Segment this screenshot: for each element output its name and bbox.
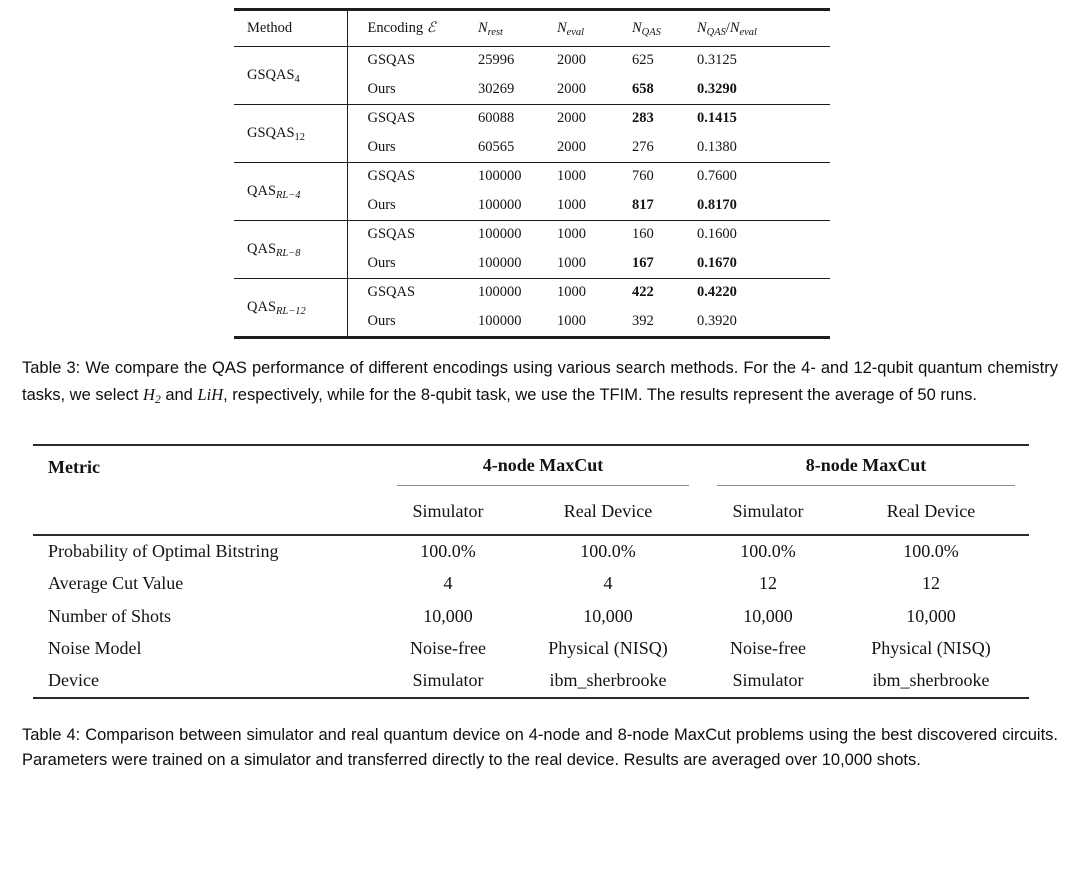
encoding-cell: Ours: [367, 254, 396, 271]
method-sub: 4: [294, 73, 300, 85]
script-e-symbol: ℰ: [426, 19, 436, 36]
sub-qas: QAS: [706, 26, 726, 38]
n-rest-cell: 60088: [478, 110, 515, 127]
value-cell: 100.0%: [740, 541, 796, 562]
method-sub: 12: [294, 131, 305, 143]
group-header-8node: [703, 445, 1029, 488]
table-row: [234, 278, 830, 307]
encoding-label: Encoding: [367, 19, 427, 36]
value-cell: Simulator: [412, 670, 484, 691]
slash: /: [725, 19, 730, 36]
n-eval-cell: 2000: [557, 110, 586, 127]
table-row: [33, 488, 1029, 535]
encoding-cell: GSQAS: [367, 226, 416, 243]
col-header-encoding: [347, 11, 458, 46]
method-base: GSQAS: [247, 124, 295, 141]
n-qas-cell: 817: [632, 196, 654, 213]
encoding-cell: GSQAS: [367, 110, 416, 127]
method-sub: RL−8: [276, 247, 301, 259]
encoding-cell: GSQAS: [367, 168, 416, 185]
col-header-metric: Metric: [48, 456, 100, 477]
ratio-cell: 0.1600: [697, 226, 737, 243]
n-qas-cell: 283: [632, 110, 654, 127]
n-rest-cell: 100000: [478, 226, 522, 243]
col-header-ratio: [677, 11, 830, 46]
n-eval-cell: 2000: [557, 138, 586, 155]
sub-header-real-device-1: Real Device: [513, 488, 703, 535]
encoding-cell: Ours: [367, 196, 396, 213]
value-cell: ibm_sherbrooke: [872, 670, 990, 691]
table4-header: [33, 445, 1029, 535]
n-rest-cell: 100000: [478, 196, 522, 213]
n-eval-cell: 1000: [557, 284, 586, 301]
n-rest-cell: 30269: [478, 80, 515, 97]
math-h2-sub: 2: [154, 393, 161, 406]
n-eval-cell: 1000: [557, 313, 586, 329]
encoding-comparison-table: [234, 8, 830, 339]
encoding-cell: Ours: [367, 313, 396, 329]
value-cell: Simulator: [732, 670, 804, 691]
table-row: [33, 535, 1029, 568]
group-gsqas12: [234, 104, 830, 162]
caption-text: and: [160, 385, 198, 404]
method-base: QAS: [247, 182, 277, 199]
method-base: QAS: [247, 298, 277, 315]
value-cell: 10,000: [906, 605, 956, 626]
value-cell: Noise-free: [410, 638, 486, 659]
method-sub: RL−4: [276, 189, 301, 201]
ratio-cell: 0.1670: [697, 254, 737, 271]
group-header-label: 8-node MaxCut: [717, 449, 1015, 486]
ratio-cell: 0.3920: [697, 313, 737, 329]
group-gsqas4: [234, 46, 830, 104]
value-cell: 100.0%: [580, 541, 636, 562]
metric-cell: Device: [48, 670, 99, 691]
value-cell: 4: [443, 573, 453, 594]
n-eval-cell: 2000: [557, 80, 586, 97]
n-rest-cell: 100000: [478, 168, 522, 185]
table-row: [234, 11, 830, 46]
n-eval-cell: 1000: [557, 196, 586, 213]
n-symbol: N: [632, 19, 642, 36]
n-qas-cell: 276: [632, 138, 654, 155]
table-row: [33, 600, 1029, 633]
encoding-cell: GSQAS: [367, 52, 416, 69]
table-row: [234, 162, 830, 191]
n-symbol: N: [478, 19, 488, 36]
group-header-label: 4-node MaxCut: [397, 449, 689, 486]
table-row: [234, 220, 830, 249]
col-header-n-rest: [458, 11, 537, 46]
value-cell: Physical (NISQ): [548, 638, 668, 659]
sub-eval: eval: [739, 26, 757, 38]
n-symbol: N: [697, 19, 707, 36]
n-qas-cell: 658: [632, 80, 654, 97]
n-qas-cell: 392: [632, 313, 654, 329]
value-cell: 10,000: [423, 605, 473, 626]
ratio-cell: 0.3125: [697, 52, 737, 69]
encoding-cell: GSQAS: [367, 284, 416, 301]
n-qas-cell: 422: [632, 284, 654, 301]
method-sub: RL−12: [276, 305, 306, 317]
value-cell: 10,000: [743, 605, 793, 626]
value-cell: 12: [922, 573, 940, 594]
n-rest-cell: 100000: [478, 313, 522, 329]
value-cell: Noise-free: [730, 638, 806, 659]
empty-header-cell: [33, 488, 383, 535]
sub-header-simulator-1: Simulator: [383, 488, 513, 535]
encoding-cell: Ours: [367, 80, 396, 97]
value-cell: Physical (NISQ): [871, 638, 991, 659]
table-row: [33, 568, 1029, 601]
n-qas-cell: 760: [632, 168, 654, 185]
value-cell: 4: [603, 573, 613, 594]
n-eval-cell: 2000: [557, 52, 586, 69]
table3-header: [234, 11, 830, 46]
caption-text: Table 3: We compare the QAS performance of different encodings using various search methods. For the 4- and 12-qubit quantum chemistry tasks, we select: [22, 359, 1058, 404]
n-rest-cell: 100000: [478, 284, 522, 301]
group-qas-rl-12: [234, 278, 830, 336]
ratio-cell: 0.1415: [697, 110, 737, 127]
n-eval-cell: 1000: [557, 254, 586, 271]
n-symbol: N: [729, 19, 740, 36]
n-symbol: N: [557, 19, 567, 36]
table3-bottom-double-rule: [234, 336, 830, 339]
table-row: [33, 445, 1029, 488]
method-cell: [234, 278, 347, 336]
ratio-cell: 0.1380: [697, 138, 737, 155]
maxcut-comparison-table: [33, 444, 1029, 699]
metric-cell: Average Cut Value: [48, 573, 184, 594]
method-base: GSQAS: [247, 66, 295, 83]
sub-eval: eval: [566, 26, 585, 38]
n-qas-cell: 625: [632, 52, 654, 69]
table-row: [33, 665, 1029, 698]
metric-cell: Noise Model: [48, 638, 142, 659]
sub-header-real-device-2: Real Device: [833, 488, 1029, 535]
table-row: [234, 46, 830, 75]
n-qas-cell: 167: [632, 254, 654, 271]
group-header-4node: [383, 445, 703, 488]
encoding-cell: Ours: [367, 138, 396, 155]
method-cell: [234, 46, 347, 104]
value-cell: 10,000: [583, 605, 633, 626]
table-row: [234, 104, 830, 133]
ratio-cell: 0.4220: [697, 284, 737, 301]
metric-cell: Probability of Optimal Bitstring: [48, 541, 279, 562]
n-rest-cell: 100000: [478, 254, 522, 271]
method-cell: [234, 220, 347, 278]
group-qas-rl-8: [234, 220, 830, 278]
math-lih: LiH: [197, 384, 224, 404]
metric-cell: Number of Shots: [48, 605, 171, 626]
n-qas-cell: 160: [632, 226, 654, 243]
table3-caption: [22, 356, 1058, 408]
col-header-n-eval: [537, 11, 612, 46]
col-header-n-qas: [612, 11, 677, 46]
n-rest-cell: 60565: [478, 138, 515, 155]
method-base: QAS: [247, 240, 277, 257]
table-row: [33, 633, 1029, 666]
sub-header-simulator-2: Simulator: [703, 488, 833, 535]
value-cell: 100.0%: [903, 541, 959, 562]
table3: [234, 11, 830, 336]
ratio-cell: 0.8170: [697, 196, 737, 213]
col-header-method: Method: [234, 11, 347, 46]
sub-rest: rest: [487, 26, 503, 38]
ratio-cell: 0.7600: [697, 168, 737, 185]
group-qas-rl-4: [234, 162, 830, 220]
value-cell: ibm_sherbrooke: [549, 670, 667, 691]
n-rest-cell: 25996: [478, 52, 515, 69]
caption-text: , respectively, while for the 8-qubit task, we use the TFIM. The results represent the average of 50 runs.: [223, 385, 978, 404]
math-h2: H: [143, 384, 155, 404]
value-cell: 100.0%: [420, 541, 476, 562]
method-cell: [234, 104, 347, 162]
n-eval-cell: 1000: [557, 226, 586, 243]
value-cell: 12: [759, 573, 777, 594]
sub-qas: QAS: [641, 26, 661, 38]
n-eval-cell: 1000: [557, 168, 586, 185]
ratio-cell: 0.3290: [697, 80, 737, 97]
method-cell: [234, 162, 347, 220]
table4-caption: Table 4: Comparison between simulator and real quantum device on 4-node and 8-node MaxCut problems using the best discovered circuits. Parameters were trained on a simulator and transferred directly to the real device. Results are averaged over 10,000 shots.: [22, 725, 1058, 769]
table4-body: [33, 535, 1029, 698]
